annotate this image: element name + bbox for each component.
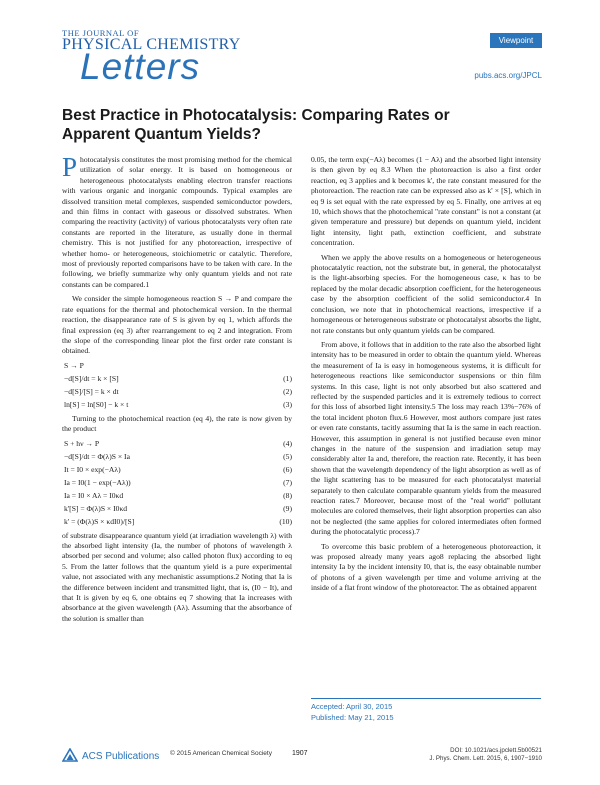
copyright-text: © 2015 American Chemical Society xyxy=(170,750,272,757)
equation-7: Ia = I0(1 − exp(−Aλ)) (7) xyxy=(64,477,292,487)
paragraph: From above, it follows that in addition to the rate also the absorbed light intensity has to be measured in order to obtain the quantum yield. Whereas the measurement of Ia is easy in homogeneous systems, it is difficult for heterogeneous reactions like semiconductor suspensions or thin film systems. In this case, light is not only absorbed but also scattered and reflected by the suspended particles and it is extremely tedious to correct for this loss of absorbed light intensity.5 The loss may reach 13%−76% of the total incident photon flux.6 However, most authors compare just rates or even rate constants, tacitly assuming that Ia is the same in each reaction. However, this assumption in general is not justified because even minor changes in the nature of the suspension and irradiation setup may considerably alter Ia and, therefore, the reaction rate. Recently, it has been shown that the wavelength dependency of the light absorption as well as of the light scattering has to be measured for each photocatalyst material separately to then calculate comparable quantum yields from the measured reaction rates.7 Moreover, because most of the "real world" pollutant molecules are colored themselves, their light absorption properties can also not be neglected (the same applies for colored intermediates often formed during the photocatalytic process).7 xyxy=(311,339,541,537)
equation-3: ln[S] = ln[S0] − k × t (3) xyxy=(64,399,292,409)
journal-logo-name: PHYSICAL CHEMISTRY xyxy=(62,36,241,53)
paragraph: We consider the simple homogeneous reaction S → P and compare the rate equations for the thermal and photochemical version. In the thermal reaction, the disappearance rate of S is given by eq 1, which affords the final expression (eq 3) after rearrangement to eq 2 and integration. From the slope of the corresponding linear plot the first order rate constant is obtained. xyxy=(62,294,292,356)
equation-10: k' = (Φ(λ)S × κdI0)/[S] (10) xyxy=(64,516,292,526)
accepted-line xyxy=(311,702,394,713)
journal-url-link[interactable]: pubs.acs.org/JPCL xyxy=(474,71,542,80)
paragraph: of substrate disappearance quantum yield (at irradiation wavelength λ) with the absorbed light intensity (Ia, the number of photons of wavelength λ absorbed per second and volume; also called photon flux) according to eq 5. From the latter follows that the quantum yield is a pure experimental value, not associated with any mechanistic assumptions.2 Noting that Ia is the difference between incident and transmitted light, that is, (I0 − It), and that It is given by eq 6, one obtains eq 7 showing that Ia increases with absorbance at the given wavelength (Aλ). Assuming that the absorbance of the solution is smaller than xyxy=(62,530,292,623)
equation-4: S + hν → P (4) xyxy=(64,438,292,448)
doi-block xyxy=(429,747,542,763)
paragraph: Turning to the photochemical reaction (eq 4), the rate is now given by the product xyxy=(62,413,292,434)
journal-logo-the: THE JOURNAL OF xyxy=(62,28,140,38)
article-title: Best Practice in Photocatalysis: Comparing Rates or Apparent Quantum Yields? xyxy=(62,107,450,143)
accepted-date: April 30, 2015 xyxy=(346,702,393,711)
left-column xyxy=(62,152,292,628)
page-footer xyxy=(0,742,600,772)
journal-logo xyxy=(62,26,312,90)
paragraph: To overcome this basic problem of a heterogeneous photoreaction, it was proposed already many years ago8 replacing the absorbed light intensity Ia by the incident intensity I0, that is, the easy obtainable number of photons of a given wavelength per time and volume arriving at the inside of a flat front window of the photoreactor. The as obtained apparent xyxy=(311,541,541,593)
drop-cap: P xyxy=(62,152,78,182)
history-divider xyxy=(311,698,541,699)
intro-text: hotocatalysis constitutes the most promising method for the chemical utilization of solar energy. It is based on homogeneous or heterogeneous photocatalysts enabling electron transfer reactions with various organic and inorganic compounds. Typical examples are dissolved transition metal complexes, suspended semiconductor powders, and thin films in contact with gaseous or dissolved substrates. When comparing the reactivity (activity) of various photocatalysts very often rate constants are reported in the literature, as usually done in thermal chemistry. This is not justified for any photoreaction, irrespective of whether homo- or heterogeneous, stoichiometric or catalytic. Therefore, most of previously reported comparisons have to be taken with care. In the following, we briefly summarize why only quantum yields and not rate constants can be compared.1 xyxy=(62,155,292,289)
publication-history xyxy=(311,702,394,723)
publisher-name: ACS Publications xyxy=(82,750,160,762)
acs-logo-icon xyxy=(62,748,78,764)
journal-logo-letters: Letters xyxy=(80,46,201,87)
published-line xyxy=(311,713,394,724)
right-column xyxy=(311,155,541,598)
doi-text[interactable]: DOI: 10.1021/acs.jpclett.5b00521 xyxy=(450,747,542,754)
equation-2: −d[S]/[S] = k × dt (2) xyxy=(64,386,292,396)
paragraph: 0.05, the term exp(−Aλ) becomes (1 − Aλ) and the absorbed light intensity is then given by eq 8.3 When the photoreaction is also a first order reaction, eq 3 applies and k becomes k', the rate constant measured for the photoreaction. The reaction rate can be expressed also as k' × [S], which in eq 9 is set equal with the rate expressed by eq 5. Finally, one arrives at eq 10, which shows that the photochemical "rate constant" is not a constant (at given temperature and pressure) but depends on quantum yield, incident light intensity, light path, extinction coefficient, and substrate concentration. xyxy=(311,155,541,248)
published-date: May 21, 2015 xyxy=(348,712,394,722)
acs-publications-logo xyxy=(62,748,159,764)
page-number: 1907 xyxy=(292,750,308,757)
equation-5: −d[S]/dt = Φ(λ)S × Ia (5) xyxy=(64,451,292,461)
section-badge: Viewpoint xyxy=(490,33,542,48)
accepted-label: Accepted: xyxy=(311,702,345,711)
published-label: Published: xyxy=(311,712,347,722)
equation-9: k'[S] = Φ(λ)S × I0κd (9) xyxy=(64,503,292,513)
paragraph: When we apply the above results on a homogeneous or heterogeneous photocatalytic reaction, not the substrate but, in general, the photocatalyst is the light-absorbing species. For the homogeneous case, κ has to be replaced by the molar decadic absorption coefficient, for the heterogeneous case by the absorption coefficient of the solid semiconductor.4 In conclusion, we note that in photochemical reactions, irrespective if a homogeneous or heterogeneous substrate or photocatalyst absorbs the light, not rate constants but only quantum yields can be compared. xyxy=(311,252,541,335)
equation-6: It = I0 × exp(−Aλ) (6) xyxy=(64,464,292,474)
intro-paragraph xyxy=(62,152,292,290)
equation-1: −d[S]/dt = k × [S] (1) xyxy=(64,373,292,383)
citation-text: J. Phys. Chem. Lett. 2015, 6, 1907−1910 xyxy=(429,755,542,762)
equation-group-photo xyxy=(62,439,292,527)
equation-reaction: S → P xyxy=(64,360,84,370)
equation-group-thermal xyxy=(62,361,292,410)
equation-8: Ia = I0 × Aλ = I0κd (8) xyxy=(64,490,292,500)
